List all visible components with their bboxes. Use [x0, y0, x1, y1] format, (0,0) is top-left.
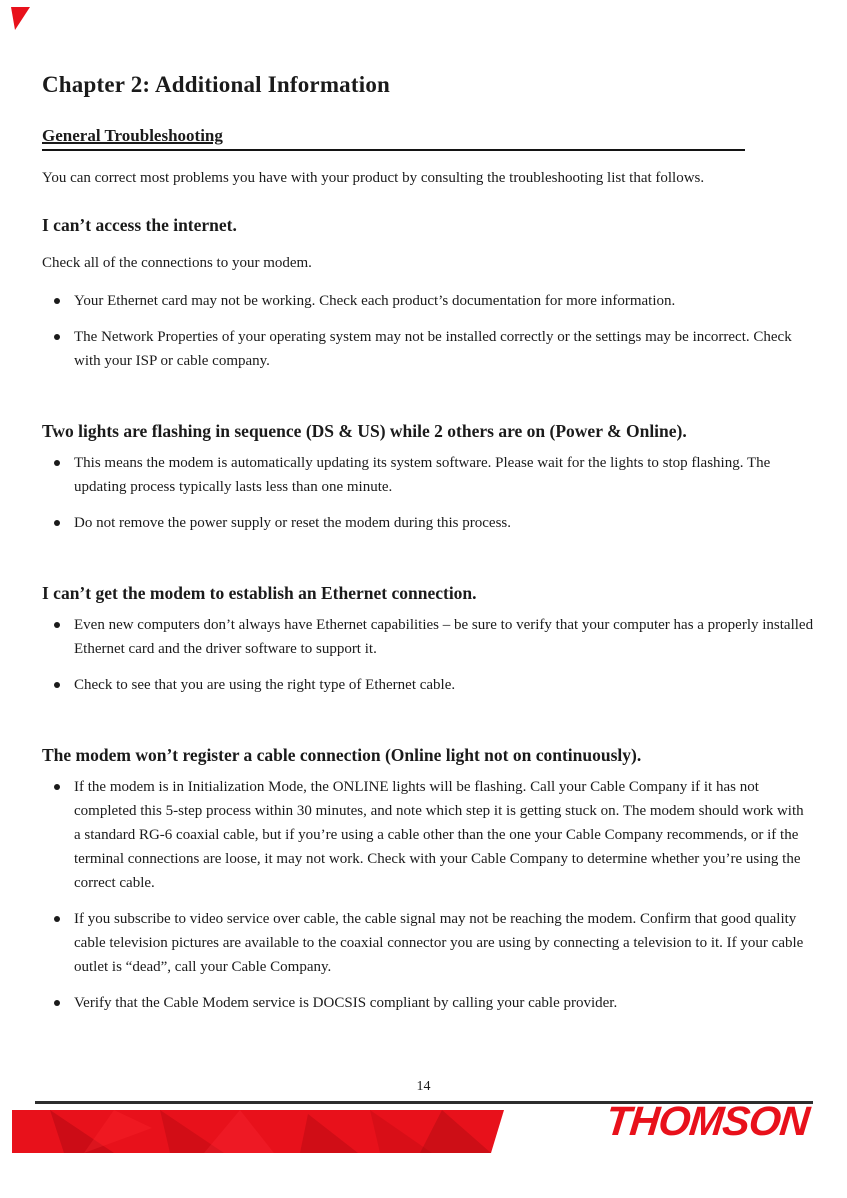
topic-internet-access: [42, 214, 814, 373]
bullet-list: [52, 289, 814, 373]
thomson-wordmark: THOMSON: [604, 1098, 812, 1144]
topic-lead: Check all of the connections to your modem.: [42, 255, 312, 271]
list-item: This means the modem is automatically updating its system software. Please wait for the lights to stop flashing. The updating process typically lasts less than one minute.: [52, 451, 814, 499]
brand-banner-graphic: [12, 1110, 504, 1153]
topic-heading: The modem won’t register a cable connection (Online light not on continuously).: [42, 745, 642, 765]
bullet-list: [52, 775, 814, 1015]
topic-heading: I can’t get the modem to establish an Ethernet connection.: [42, 583, 477, 603]
topic-heading: Two lights are flashing in sequence (DS & US) while 2 others are on (Power & Online).: [42, 421, 687, 441]
list-item: Even new computers don’t always have Ethernet capabilities – be sure to verify that your computer has a properly installed Ethernet card and the driver software to support it.: [52, 613, 814, 661]
topic-lights-flashing: [42, 420, 814, 535]
list-item: Your Ethernet card may not be working. Check each product’s documentation for more information.: [52, 289, 814, 313]
section-heading: General Troubleshooting: [42, 126, 223, 145]
list-item: Do not remove the power supply or reset the modem during this process.: [52, 511, 814, 535]
list-item: The Network Properties of your operating system may not be installed correctly or the settings may be incorrect. Check with your ISP or cable company.: [52, 325, 814, 373]
list-item: If you subscribe to video service over cable, the cable signal may not be reaching the modem. Confirm that good quality cable television pictures are available to the coaxial connector you are using by connecting a television to it. If your cable outlet is “dead”, call your Cable Company.: [52, 907, 814, 979]
page-content: [42, 72, 814, 1015]
bullet-list: [52, 613, 814, 697]
topic-heading: I can’t access the internet.: [42, 215, 237, 235]
topic-ethernet-connection: [42, 582, 814, 697]
section-intro: You can correct most problems you have with your product by consulting the troubleshooting list that follows.: [42, 170, 705, 186]
topic-cable-connection: [42, 744, 814, 1015]
page-number: 14: [416, 1079, 431, 1094]
list-item: Check to see that you are using the right type of Ethernet cable.: [52, 673, 814, 697]
chapter-title: Chapter 2: Additional Information: [42, 72, 391, 97]
section-heading-rule: [42, 126, 745, 151]
list-item: Verify that the Cable Modem service is DOCSIS compliant by calling your cable provider.: [52, 991, 814, 1015]
list-item: If the modem is in Initialization Mode, the ONLINE lights will be flashing. Call your Cable Company if it has not completed this 5-step process within 30 minutes, and note which step it is getting stuck on. The modem should work with a standard RG-6 coaxial cable, but if you’re using a cable other than the one your Cable Company recommends, or if the terminal connections are loose, it may not work. Check with your Cable Company to determine whether you’re using the correct cable.: [52, 775, 814, 895]
red-corner-triangle-icon: [11, 7, 33, 31]
bullet-list: [52, 451, 814, 535]
